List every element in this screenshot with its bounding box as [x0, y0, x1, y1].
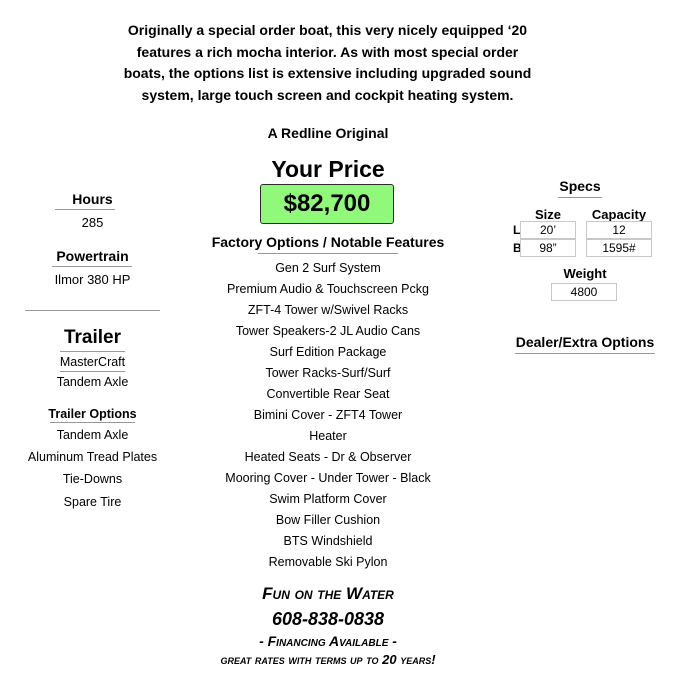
price-value: $82,700 — [260, 184, 394, 224]
divider — [55, 209, 115, 210]
list-item: Swim Platform Cover — [269, 492, 387, 506]
capacity-header: Capacity — [591, 207, 647, 222]
footer-phone: 608-838-0838 — [271, 609, 385, 629]
trailer-title: Trailer — [63, 327, 122, 348]
footer-slogan: Fun on the Water — [262, 584, 394, 603]
divider — [52, 266, 132, 267]
list-item: Gen 2 Surf System — [275, 261, 381, 275]
weight-title: Weight — [563, 266, 607, 281]
list-item: Aluminum Tread Plates — [27, 450, 158, 465]
list-item: Spare Tire — [63, 494, 122, 509]
list-item: BTS Windshield — [283, 534, 373, 548]
list-item: Heater — [309, 429, 347, 443]
beam-row-label: B — [513, 241, 522, 255]
divider — [60, 371, 125, 372]
list-item: Tower Racks-Surf/Surf — [265, 366, 391, 380]
divider — [60, 351, 125, 352]
trailer-options-title: Trailer Options — [48, 407, 137, 421]
divider — [25, 310, 160, 311]
capacity-weight-value: 1595# — [586, 239, 652, 257]
list-item: Tower Speakers-2 JL Audio Cans — [235, 324, 421, 338]
divider — [515, 353, 655, 354]
list-item: Convertible Rear Seat — [266, 387, 390, 401]
footer-rates: great rates with terms up to 20 years! — [220, 652, 436, 667]
trailer-make: MasterCraft — [59, 355, 126, 369]
list-item: ZFT-4 Tower w/Swivel Racks — [247, 303, 409, 317]
powertrain-value: Ilmor 380 HP — [54, 272, 131, 287]
divider — [50, 422, 135, 423]
divider — [258, 253, 398, 254]
factory-options-list — [198, 258, 458, 573]
dealer-options-title: Dealer/Extra Options — [515, 334, 655, 350]
footer-financing: - Financing Available - — [259, 633, 397, 649]
list-item: Mooring Cover - Under Tower - Black — [225, 471, 431, 485]
tagline: A Redline Original — [267, 125, 389, 141]
list-item: Bimini Cover - ZFT4 Tower — [253, 408, 403, 422]
length-row-label: L — [513, 223, 521, 237]
list-item: Removable Ski Pylon — [268, 555, 388, 569]
capacity-people-value: 12 — [586, 221, 652, 239]
list-item: Premium Audio & Touchscreen Pckg — [227, 282, 429, 296]
trailer-type: Tandem Axle — [56, 375, 129, 389]
trailer-options-list — [25, 424, 160, 513]
list-item: Bow Filler Cushion — [275, 513, 381, 527]
factory-options-title: Factory Options / Notable Features — [211, 234, 445, 250]
list-item: Surf Edition Package — [269, 345, 387, 359]
hours-title: Hours — [72, 191, 113, 207]
list-item: Tie-Downs — [62, 472, 123, 487]
list-item: Heated Seats - Dr & Observer — [244, 450, 412, 464]
weight-value: 4800 — [551, 283, 617, 301]
specs-title: Specs — [559, 178, 601, 194]
intro-description: Originally a special order boat, this very nicely equipped ‘20 features a rich mocha interior. As with most special order boats, the options list is extensive including upgraded sound system, large touch screen and cockpit heating system. — [123, 22, 532, 103]
size-header: Size — [534, 207, 561, 222]
price-label: Your Price — [271, 156, 385, 182]
hours-value: 285 — [81, 215, 104, 230]
length-value: 20’ — [520, 221, 576, 239]
divider — [558, 197, 602, 198]
beam-value: 98” — [520, 239, 576, 257]
list-item: Tandem Axle — [56, 428, 129, 442]
powertrain-title: Powertrain — [56, 248, 129, 264]
